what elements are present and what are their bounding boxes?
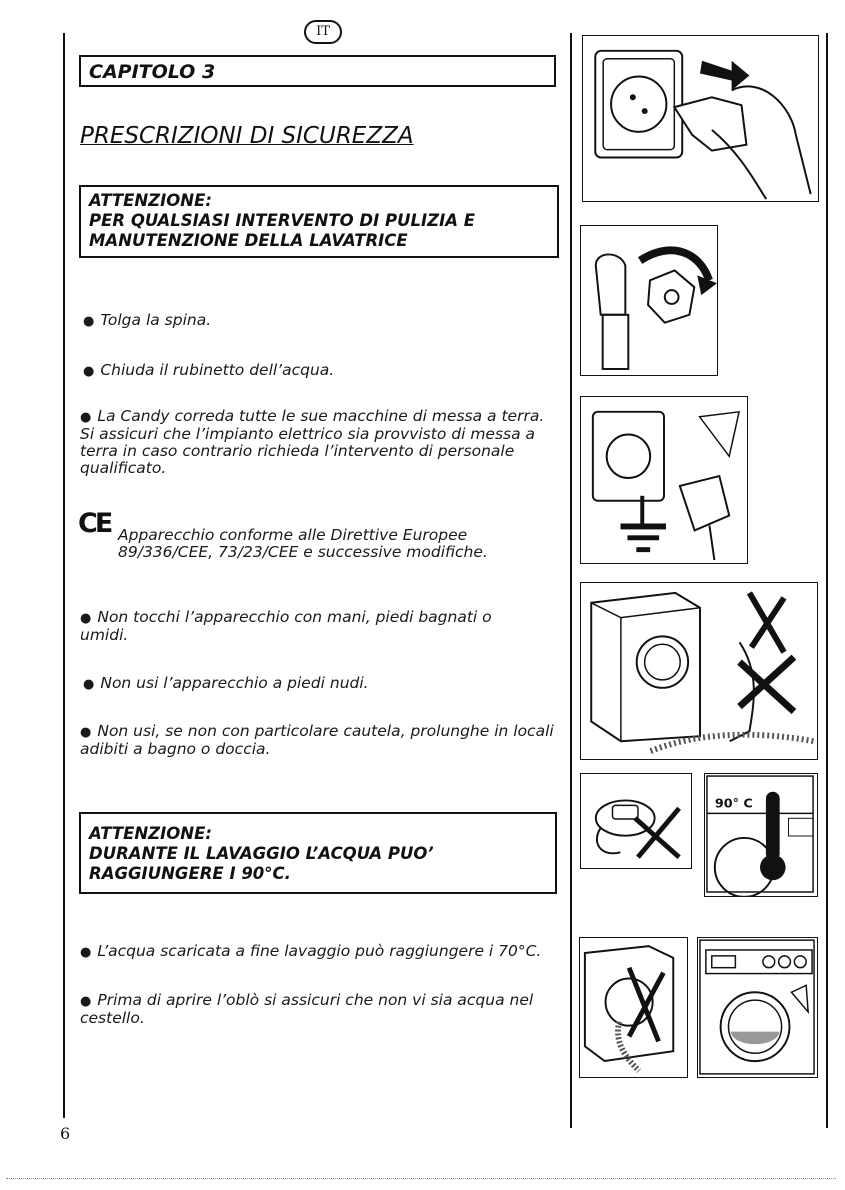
item-close-tap: ● Chiuda il rubinetto dell’acqua.	[83, 361, 335, 379]
porthole-door-icon	[698, 938, 817, 1077]
ce-mark: CE	[78, 508, 111, 539]
warning-text-line: MANUTENZIONE DELLA LAVATRICE	[89, 231, 408, 250]
right-margin-rule	[826, 33, 828, 1128]
bullet-icon: ●	[80, 611, 92, 626]
extension-socket-icon	[581, 774, 691, 868]
item-porthole: ● Prima di aprire l’oblò si assicuri che non vi sia acqua nel cestello.	[80, 991, 534, 1027]
chapter-heading: CAPITOLO 3	[79, 55, 556, 87]
bullet-icon: ●	[83, 364, 95, 379]
column-divider-rule	[570, 33, 572, 1128]
temperature-label: 90° C	[714, 796, 753, 812]
bullet-icon: ●	[80, 994, 92, 1009]
figure-earthing	[580, 396, 748, 564]
item-barefoot: ● Non usi l’apparecchio a piedi nudi.	[83, 674, 369, 692]
bullet-icon: ●	[83, 677, 95, 692]
left-margin-rule	[63, 33, 65, 1118]
figure-drain-water	[579, 937, 688, 1078]
item-wet-hands: ● Non tocchi l’apparecchio con mani, piedi bagnati o umidi.	[80, 608, 492, 644]
plug-socket-icon	[583, 36, 818, 201]
warning-box-temperature	[79, 812, 557, 894]
thermometer-icon	[705, 774, 817, 896]
ce-conformity-text: Apparecchio conforme alle Direttive Europee 89/336/CEE, 73/23/CEE e successive modifiche.	[118, 526, 488, 561]
washing-machine-wet-icon	[581, 583, 817, 759]
page-number: 6	[60, 1124, 71, 1143]
page-title: PRESCRIZIONI DI SICUREZZA	[80, 123, 414, 149]
warning-label: ATTENZIONE:	[89, 824, 212, 843]
bottom-dotted-rule	[6, 1178, 836, 1179]
figure-hot-water	[704, 773, 818, 897]
machine-draining-icon	[580, 938, 687, 1077]
figure-close-tap	[580, 225, 718, 376]
figure-porthole	[697, 937, 818, 1078]
bullet-icon: ●	[80, 945, 92, 960]
bullet-icon: ●	[80, 410, 92, 425]
figure-extension-cord	[580, 773, 692, 869]
bullet-icon: ●	[80, 725, 92, 740]
bullet-icon: ●	[83, 314, 95, 329]
warning-text-line: RAGGIUNGERE I 90°C.	[89, 864, 291, 883]
figure-unplug	[582, 35, 819, 202]
warning-label: ATTENZIONE:	[89, 191, 212, 210]
item-unplug: ● Tolga la spina.	[83, 311, 212, 329]
warning-text-line: PER QUALSIASI INTERVENTO DI PULIZIA E	[89, 211, 476, 230]
warning-box-maintenance	[79, 185, 559, 258]
figure-wet-barefoot	[580, 582, 818, 760]
earth-ground-icon	[581, 397, 747, 563]
water-tap-icon	[581, 226, 717, 375]
item-earthing: ● La Candy correda tutte le sue macchine di messa a terra. Si assicuri che l’impianto elettrico sia provvisto di messa a terra in caso contrario richieda l’intervento di personale qualificato.	[80, 407, 545, 477]
item-drain-water: ● L’acqua scaricata a fine lavaggio può raggiungere i 70°C.	[80, 942, 542, 960]
language-badge: IT	[304, 20, 342, 44]
warning-text-line: DURANTE IL LAVAGGIO L’ACQUA PUO’	[89, 844, 434, 863]
item-extension-cords: ● Non usi, se non con particolare cautela, prolunghe in locali adibiti a bagno o doccia.	[80, 722, 554, 758]
